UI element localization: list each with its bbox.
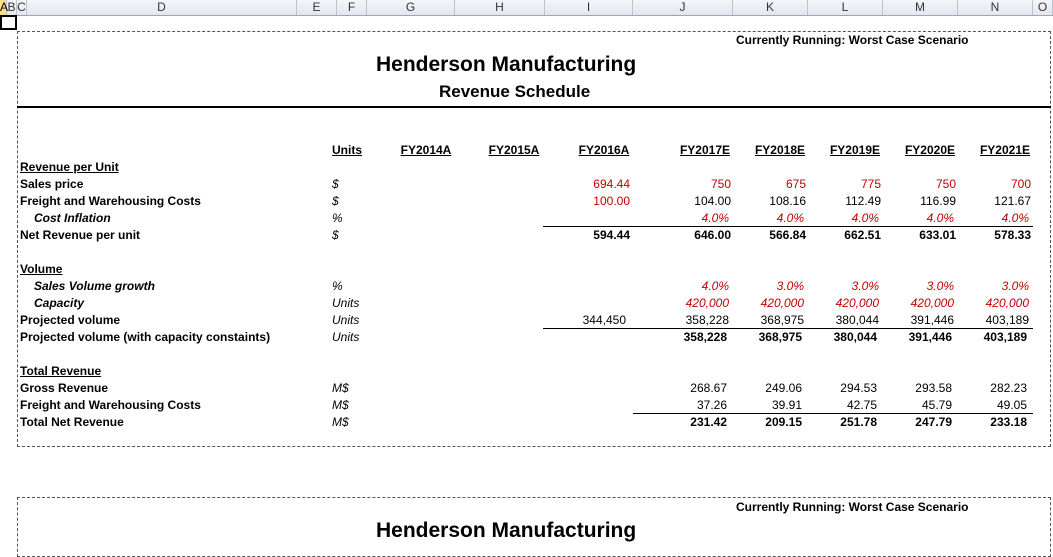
row-label: Sales price — [20, 177, 84, 191]
column-header-a[interactable]: A — [0, 0, 9, 14]
row-label: Freight and Warehousing Costs — [20, 398, 201, 412]
cell-value: 247.79 — [915, 415, 952, 429]
cell-value: 233.18 — [990, 415, 1027, 429]
cell-value: 700 — [1010, 177, 1031, 191]
cell-value: 3.0% — [851, 279, 879, 293]
cell-value: 662.51 — [844, 228, 881, 242]
cell-value: 4.0% — [701, 211, 729, 225]
cell-value: 4.0% — [1001, 211, 1029, 225]
subtotal-line — [543, 226, 1033, 227]
active-cell-a1[interactable] — [0, 15, 17, 30]
cell-value: 646.00 — [694, 228, 731, 242]
row-unit: Units — [332, 330, 360, 344]
cell-value: 3.0% — [776, 279, 804, 293]
scenario-label: Currently Running: Worst Case Scenario — [736, 33, 969, 47]
year-header: FY2018E — [754, 143, 806, 157]
column-header-n[interactable]: N — [958, 0, 1033, 15]
row-label: Projected volume (with capacity constaints) — [20, 330, 271, 344]
cell-value: 403,189 — [985, 313, 1029, 327]
column-header-k[interactable]: K — [733, 0, 808, 15]
cell-value: 104.00 — [694, 194, 731, 208]
cell-value: 358,228 — [685, 313, 729, 327]
cell-fy2016: 594.44 — [593, 228, 630, 242]
cell-value: 4.0% — [926, 211, 954, 225]
cell-value: 391,446 — [910, 313, 954, 327]
cell-value: 368,975 — [758, 330, 802, 344]
row-unit: $ — [332, 194, 339, 208]
row-label: Gross Revenue — [20, 381, 109, 395]
row-label: Freight and Warehousing Costs — [20, 194, 201, 208]
cell-fy2016: 694.44 — [593, 177, 630, 191]
cell-value: 380,044 — [835, 313, 879, 327]
cell-value: 116.99 — [920, 194, 956, 208]
column-header-bar — [0, 0, 1053, 16]
cell-value: 112.49 — [845, 194, 881, 208]
cell-value: 231.42 — [690, 415, 727, 429]
cell-value: 420,000 — [760, 296, 804, 310]
cell-value: 4.0% — [776, 211, 804, 225]
cell-value: 37.26 — [696, 398, 727, 412]
cell-value: 420,000 — [835, 296, 879, 310]
cell-value: 420,000 — [910, 296, 954, 310]
cell-value: 282.23 — [990, 381, 1027, 395]
cell-value: 391,446 — [908, 330, 952, 344]
section-total-revenue: Total Revenue — [20, 364, 102, 378]
page-subtitle: Revenue Schedule — [439, 82, 591, 101]
cell-value: 39.91 — [771, 398, 802, 412]
cell-value: 380,044 — [833, 330, 877, 344]
row-unit: M$ — [332, 381, 349, 395]
year-header: FY2015A — [488, 143, 540, 157]
title-divider — [17, 106, 1051, 108]
row-unit: Units — [332, 313, 360, 327]
row-unit: % — [332, 211, 343, 225]
cell-value: 578.33 — [994, 228, 1031, 242]
cell-value: 3.0% — [926, 279, 954, 293]
column-header-d[interactable]: D — [27, 0, 297, 15]
year-header: FY2021E — [979, 143, 1031, 157]
row-unit: % — [332, 279, 343, 293]
column-header-e[interactable]: E — [297, 0, 337, 15]
cell-value: 420,000 — [985, 296, 1029, 310]
cell-value: 358,228 — [683, 330, 727, 344]
cell-value: 368,975 — [760, 313, 804, 327]
year-header: FY2014A — [400, 143, 452, 157]
cell-value: 403,189 — [983, 330, 1027, 344]
cell-value: 4.0% — [701, 279, 729, 293]
column-header-f[interactable]: F — [337, 0, 367, 15]
cell-value: 45.79 — [921, 398, 952, 412]
row-unit: M$ — [332, 415, 349, 429]
cell-value: 566.84 — [769, 228, 806, 242]
subtotal-line — [633, 328, 1033, 329]
cell-value: 750 — [710, 177, 731, 191]
year-header: FY2017E — [679, 143, 731, 157]
cell-value: 268.67 — [690, 381, 727, 395]
cell-value: 108.16 — [769, 194, 806, 208]
column-header-b[interactable]: B — [7, 0, 16, 14]
column-header-c[interactable]: C — [17, 0, 26, 14]
column-header-i[interactable]: I — [545, 0, 633, 15]
subtotal-line — [543, 328, 633, 329]
section-volume: Volume — [20, 262, 63, 276]
cell-value: 293.58 — [915, 381, 952, 395]
row-unit: $ — [332, 228, 339, 242]
cell-value: 633.01 — [919, 228, 956, 242]
column-header-l[interactable]: L — [808, 0, 883, 15]
section-revenue-per-unit: Revenue per Unit — [20, 160, 119, 174]
cell-value: 251.78 — [840, 415, 877, 429]
subtotal-line — [633, 413, 1033, 414]
row-unit: Units — [332, 296, 360, 310]
cell-value: 420,000 — [685, 296, 729, 310]
row-label: Sales Volume growth — [34, 279, 155, 293]
scenario-label: Currently Running: Worst Case Scenario — [736, 500, 969, 514]
cell-value: 49.05 — [996, 398, 1027, 412]
year-header: FY2016A — [578, 143, 630, 157]
column-header-m[interactable]: M — [883, 0, 958, 15]
row-unit: M$ — [332, 398, 349, 412]
row-label: Cost Inflation — [34, 211, 111, 225]
row-label: Net Revenue per unit — [20, 228, 141, 242]
column-header-h[interactable]: H — [455, 0, 545, 15]
page-title: Henderson Manufacturing — [376, 519, 637, 542]
cell-fy2016: 344,450 — [582, 313, 626, 327]
row-label: Capacity — [34, 296, 85, 310]
year-header: FY2019E — [829, 143, 881, 157]
cell-fy2016: 100.00 — [593, 194, 630, 208]
cell-value: 294.53 — [840, 381, 877, 395]
column-header-g[interactable]: G — [367, 0, 455, 15]
column-header-o[interactable]: O — [1033, 0, 1053, 15]
cell-value: 675 — [785, 177, 806, 191]
cell-value: 3.0% — [1001, 279, 1029, 293]
cell-value: 42.75 — [846, 398, 877, 412]
page-title: Henderson Manufacturing — [376, 53, 637, 76]
row-label: Total Net Revenue — [20, 415, 124, 429]
column-header-j[interactable]: J — [633, 0, 733, 15]
year-header: FY2020E — [904, 143, 956, 157]
cell-value: 775 — [860, 177, 881, 191]
units-header: Units — [332, 143, 362, 157]
cell-value: 249.06 — [765, 381, 802, 395]
row-unit: $ — [332, 177, 339, 191]
cell-value: 4.0% — [851, 211, 879, 225]
cell-value: 121.67 — [994, 194, 1031, 208]
cell-value: 209.15 — [765, 415, 802, 429]
row-label: Projected volume — [20, 313, 121, 327]
cell-value: 750 — [935, 177, 956, 191]
